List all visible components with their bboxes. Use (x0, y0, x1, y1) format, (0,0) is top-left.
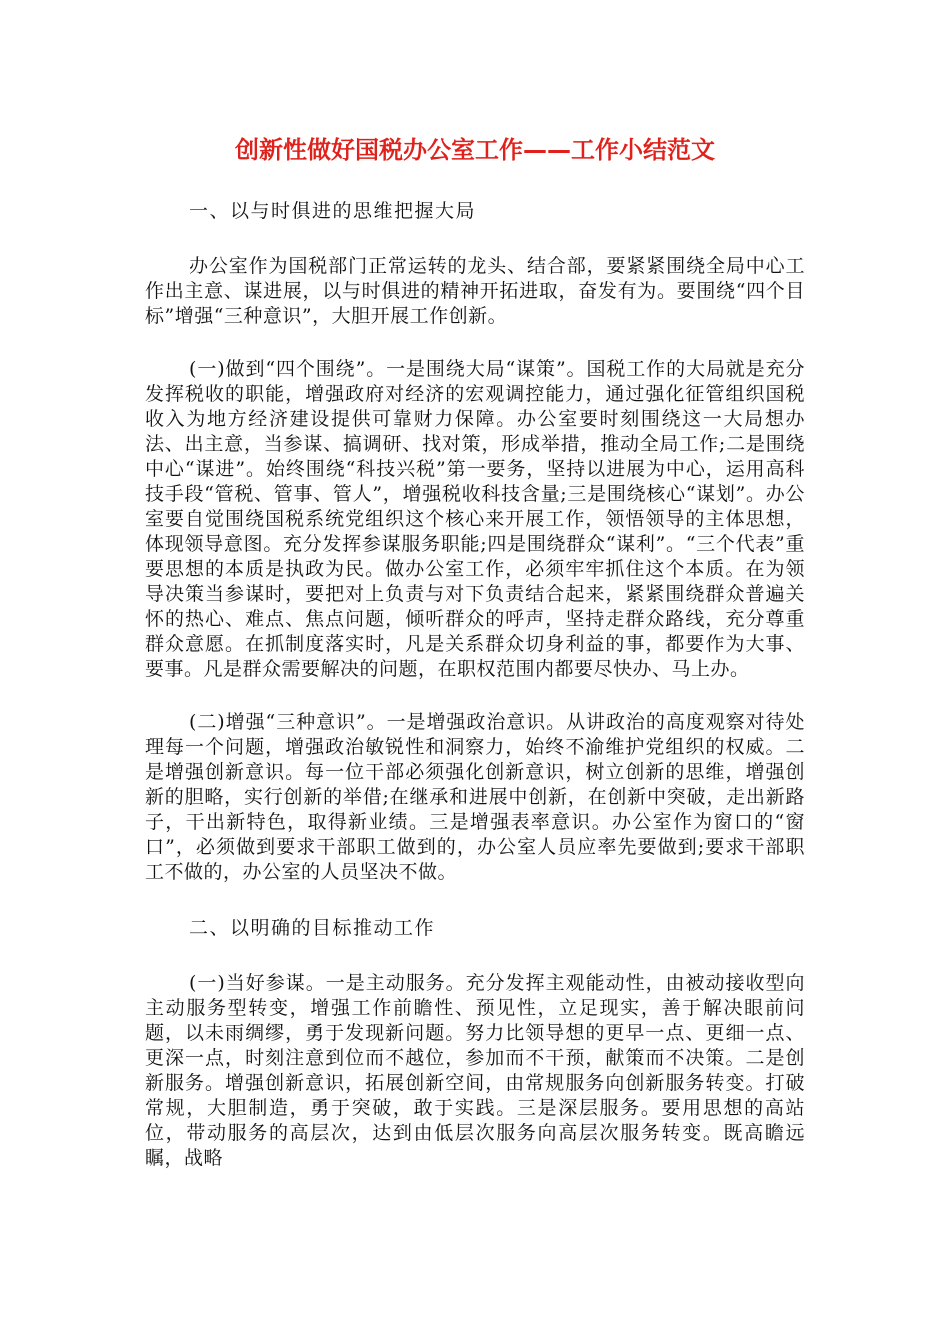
document-title: 创新性做好国税办公室工作——工作小结范文 (235, 136, 715, 164)
document-page (145, 130, 805, 1199)
section-heading-1: 一、以与时俱进的思维把握大局 (189, 200, 477, 222)
paragraph-good-advisor: (一)当好参谋。一是主动服务。充分发挥主观能动性，由被动接收型向主动服务型转变，增强工作前瞻性、预见性，立足现实，善于解决眼前问题，以未雨绸缪，勇于发现新问题。努力比领导想的更早一点、更细一点、更深一点，时刻注意到位而不越位，参加而不干预，献策而不决策。二是创新服务。增强创新意识，拓展创新空间，由常规服务向创新服务转变。打破常规，大胆制造，勇于突破，敢于实践。三是深层服务。要用思想的高站位，带动服务的高层次，达到由低层次服务向高层次服务转变。既高瞻远瞩，战略 (145, 972, 805, 1169)
section-heading-2: 二、以明确的目标推动工作 (189, 917, 436, 939)
paragraph-four-focuses: (一)做到“四个围绕”。一是围绕大局“谋策”。国税工作的大局就是充分发挥税收的职能，增强政府对经济的宏观调控能力，通过强化征管组织国税收入为地方经济建设提供可靠财力保障。办公室要时刻围绕这一大局想办法、出主意，当参谋、搞调研、找对策，形成举措，推动全局工作;二是围绕中心“谋进”。始终围绕“科技兴税”第一要务，坚持以进展为中心，运用高科技手段“管税、管事、管人”，增强税收科技含量;三是围绕核心“谋划”。办公室要自觉围绕国税系统党组织这个核心来开展工作，领悟领导的主体思想，体现领导意图。充分发挥参谋服务职能;四是围绕群众“谋利”。“三个代表”重要思想的本质是执政为民。做办公室工作，必须牢牢抓住这个本质。在为领导决策当参谋时，要把对上负责与对下负责结合起来，紧紧围绕群众普遍关怀的热心、难点、焦点问题，倾听群众的呼声，坚持走群众路线，充分尊重群众意愿。在抓制度落实时，凡是关系群众切身利益的事，都要作为大事、要事。凡是群众需要解决的问题，在职权范围内都要尽快办、马上办。 (145, 358, 805, 680)
paragraph-three-awareness: (二)增强“三种意识”。一是增强政治意识。从讲政治的高度观察对待处理每一个问题，增强政治敏锐性和洞察力，始终不渝维护党组织的权威。二是增强创新意识。每一位干部必须强化创新意识，树立创新的思维，增强创新的胆略，实行创新的举借;在继承和进展中创新，在创新中突破，走出新路子，干出新特色，取得新业绩。三是增强表率意识。办公室作为窗口的“窗口”，必须做到要求干部职工做到的，办公室人员应率先要做到;要求干部职工不做的，办公室的人员坚决不做。 (145, 711, 805, 883)
paragraph-intro: 办公室作为国税部门正常运转的龙头、结合部，要紧紧围绕全局中心工作出主意、谋进展，以与时俱进的精神开拓进取，奋发有为。要围绕“四个目标”增强“三种意识”，大胆开展工作创新。 (145, 255, 805, 327)
